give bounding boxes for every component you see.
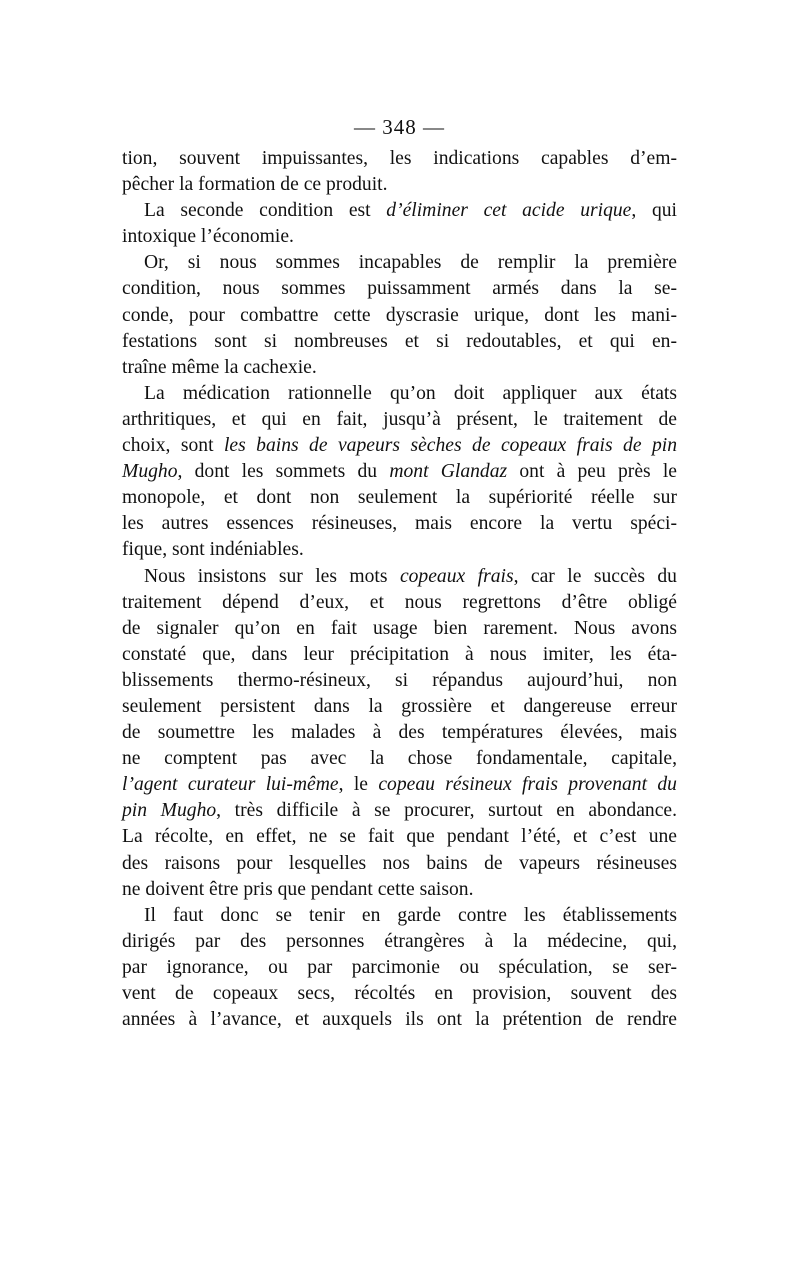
text-run: Nous insistons sur les mots <box>144 565 400 587</box>
text-line: de signaler qu’on en fait usage bien rarement. Nous avons <box>122 617 677 639</box>
italic-text: d’éliminer cet acide urique <box>386 200 632 222</box>
text-line: les autres essences résineuses, mais encore la vertu spéci- <box>122 513 677 535</box>
text-run: La seconde condition est <box>144 200 387 222</box>
text-line: tion, souvent impuissantes, les indications capables d’em- <box>122 148 677 169</box>
text-run: , car le succès du <box>513 565 677 587</box>
text-line: arthritiques, et qui en fait, jusqu’à présent, le traitement de <box>122 408 677 430</box>
text-line <box>122 459 677 485</box>
text-run: , dont les sommets du <box>177 461 390 483</box>
italic-text: pin Mugho <box>122 800 217 822</box>
text-line: festations sont si nombreuses et si redoutables, et qui en- <box>122 330 677 352</box>
text-line: Or, si nous sommes incapables de remplir la première <box>144 252 677 274</box>
text-line: ne comptent pas avec la chose fondamentale, capitale, <box>122 748 677 770</box>
text-line <box>122 564 677 590</box>
text-line: dirigés par des personnes étrangères à la médecine, qui, <box>122 930 677 952</box>
text-run: , qui <box>631 200 677 222</box>
italic-text: l’agent curateur lui-même <box>122 774 339 796</box>
text-line: intoxique l’économie. <box>122 226 294 248</box>
text-line: seulement persistent dans la grossière et dangereuse erreur <box>122 695 677 717</box>
text-line: La récolte, en effet, ne se fait que pendant l’été, et c’est une <box>122 826 677 848</box>
italic-text: copeau résineux frais provenant du <box>378 774 677 796</box>
text-line: par ignorance, ou par parcimonie ou spéculation, se ser- <box>122 956 677 978</box>
text-line: ne doivent être pris que pendant cette saison. <box>122 878 474 900</box>
paragraph <box>122 146 677 198</box>
text-line <box>122 798 677 824</box>
text-line: vent de copeaux secs, récoltés en provision, souvent des <box>122 983 677 1004</box>
text-line: monopole, et dont non seulement la supériorité réelle sur <box>122 487 677 509</box>
text-line: condition, nous sommes puissamment armés dans la se- <box>122 278 677 300</box>
text-line: conde, pour combattre cette dyscrasie urique, dont les mani- <box>122 304 677 326</box>
italic-text: les bains de vapeurs sèches de copeaux frais de pin <box>223 435 678 457</box>
text-run: choix, sont <box>122 435 224 457</box>
paragraph <box>122 381 677 564</box>
paragraph <box>122 250 677 380</box>
text-line: années à l’avance, et auxquels ils ont la prétention de rendre <box>122 1009 677 1031</box>
text-line <box>122 433 677 459</box>
text-line: fique, sont indéniables. <box>122 539 304 561</box>
italic-text: mont Glandaz <box>389 461 508 483</box>
text-line <box>122 772 677 798</box>
italic-text: Mugho <box>122 461 178 483</box>
text-line: traîne même la cachexie. <box>122 356 317 378</box>
text-line: pêcher la formation de ce produit. <box>122 174 388 196</box>
paragraph <box>122 903 677 1033</box>
text-run: ont à peu près le <box>507 461 677 483</box>
page <box>122 112 677 1033</box>
text-run: , très difficile à se procurer, surtout en abondance. <box>216 800 677 822</box>
italic-text: copeaux frais <box>399 565 514 587</box>
paragraph <box>122 198 677 250</box>
text-line: traitement dépend d’eux, et nous regrettons d’être obligé <box>122 591 677 613</box>
page-number: — 348 — <box>354 115 445 139</box>
text-line: constaté que, dans leur précipitation à nous imiter, les éta- <box>122 643 677 665</box>
text-line: de soumettre les malades à des températures élevées, mais <box>122 722 677 744</box>
text-line: Il faut donc se tenir en garde contre les établissements <box>144 904 677 926</box>
text-line: La médication rationnelle qu’on doit appliquer aux états <box>144 382 677 404</box>
text-line <box>122 198 677 224</box>
text-line: blissements thermo-résineux, si répandus aujourd’hui, non <box>122 669 677 691</box>
body-text <box>122 146 677 1033</box>
paragraph <box>122 564 677 903</box>
text-line: des raisons pour lesquelles nos bains de vapeurs résineuses <box>122 852 677 874</box>
text-run: , le <box>338 774 379 796</box>
